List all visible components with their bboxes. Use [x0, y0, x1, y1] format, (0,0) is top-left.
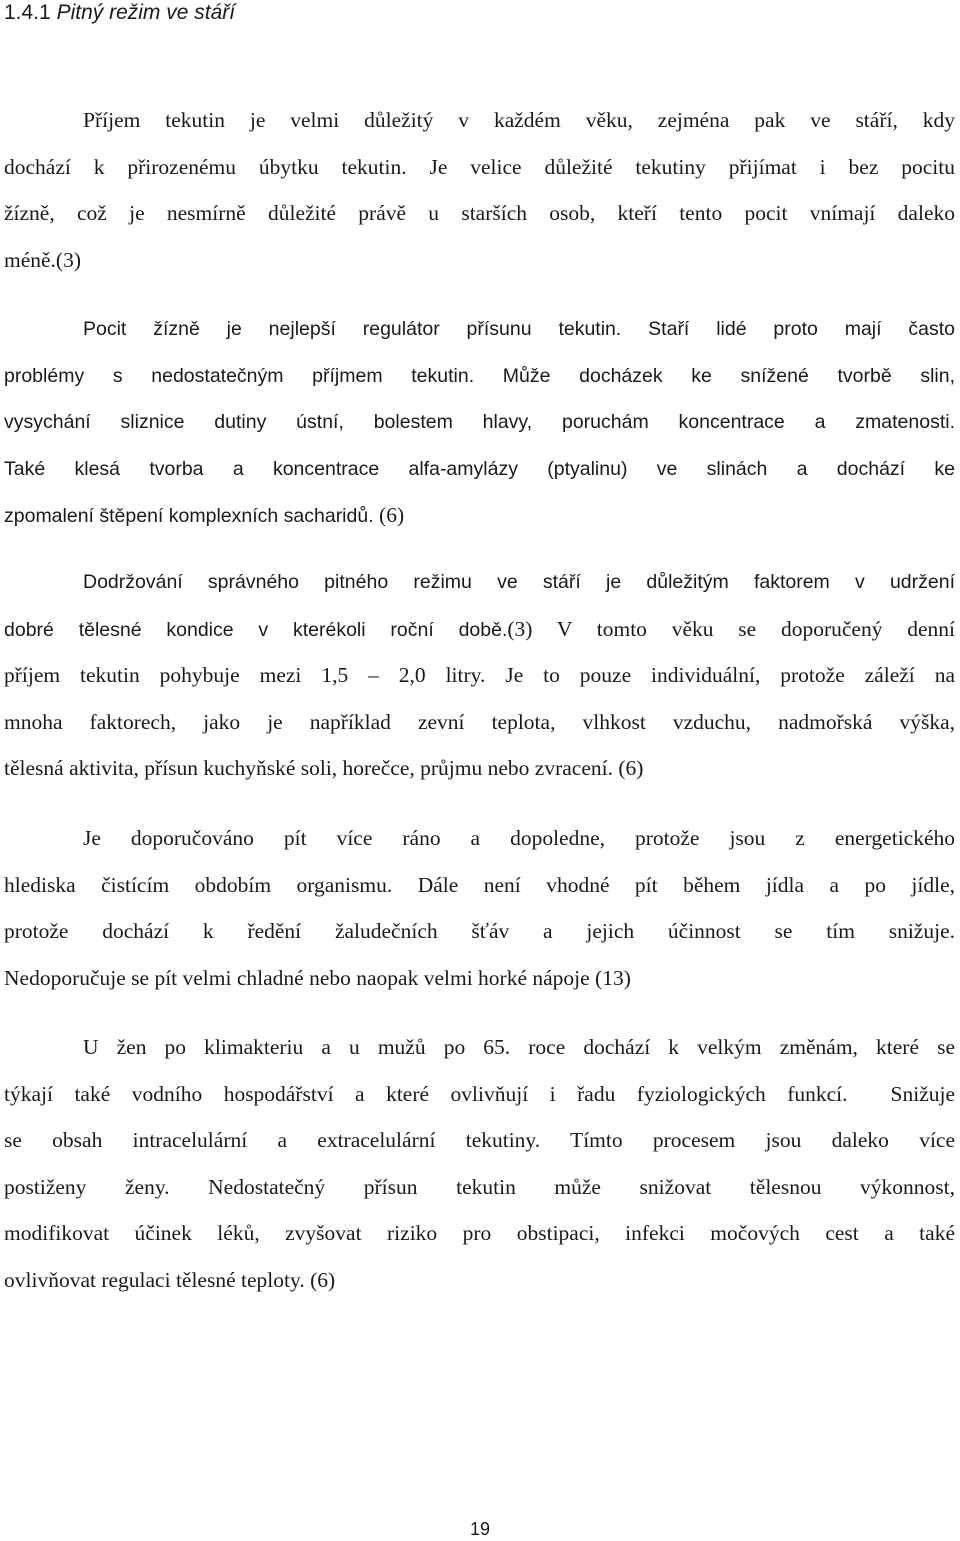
- text-line: Nedoporučuje se pít velmi chladné nebo naopak velmi horké nápoje (13): [4, 965, 631, 990]
- text-line: [4, 1117, 955, 1164]
- text-line: [4, 652, 955, 699]
- text-run: tělesná aktivita, přísun kuchyňské soli, horečce, průjmu nebo zvracení.: [4, 756, 613, 780]
- text-run: Nedostatečný přísun tekutin může snižovat tělesnou výkonnost,: [208, 1174, 956, 1199]
- text-run: (6): [379, 503, 405, 527]
- text-line: dochází k přirozenému úbytku tekutin. Je velice důležité tekutiny přijímat i bez pocitu: [4, 154, 955, 179]
- text-line: méně.(3): [4, 247, 82, 272]
- text-line: [4, 606, 955, 653]
- paragraph-3: [4, 559, 955, 792]
- text-run: (3) V tomto věku se doporučený denní: [507, 616, 955, 641]
- text-run: roce dochází k velkým změnám, které se: [528, 1035, 955, 1059]
- text-run: Snižuje: [890, 1081, 956, 1106]
- text-line: mnoha faktorech, jako je například zevní teplota, vlhkost vzduchu, nadmořská výška,: [4, 709, 955, 734]
- text-run: týkají také vodního hospodářství a které ovlivňují i řadu fyziologických funkcí.: [4, 1081, 848, 1106]
- text-run: Je to pouze individuální, protože záleží na: [505, 663, 955, 687]
- text-run: (6): [310, 1267, 336, 1292]
- section-title: Pitný režim ve stáří: [56, 1, 236, 24]
- section-heading: [4, 0, 235, 28]
- text-line: [4, 353, 955, 400]
- text-run: Dále není vhodné pít během jídla a po jídle,: [417, 872, 955, 897]
- text-line: Příjem tekutin je velmi důležitý v každém věku, zejména pak ve stáří, kdy: [83, 108, 955, 132]
- section-number: 1.4.1: [4, 1, 51, 24]
- text-run: dobré tělesné kondice v kterékoli roční době.: [4, 618, 508, 641]
- text-run: příjem tekutin pohybuje mezi 1,5 – 2,0 litry.: [4, 663, 486, 687]
- text-line: protože dochází k ředění žaludečních šťáv a jejich účinnost se tím snižuje.: [4, 919, 955, 943]
- paragraph-1: [4, 97, 955, 283]
- paragraph-5: [4, 1024, 955, 1303]
- text-run: problémy s nedostatečným příjmem tekutin.: [4, 364, 475, 387]
- text-line: [4, 1071, 955, 1118]
- text-line: Je doporučováno pít více ráno a dopoledne, protože jsou z energetického: [83, 826, 955, 850]
- text-line: [4, 1164, 955, 1211]
- text-line: [4, 862, 955, 909]
- text-run: Může docházek ke snížené tvorbě slin,: [502, 364, 956, 387]
- text-line: modifikovat účinek léků, zvyšovat riziko pro obstipaci, infekci močových cest a také: [4, 1221, 955, 1245]
- text-line: [4, 306, 955, 353]
- text-line: Dodržování správného pitného režimu ve stáří je důležitým faktorem v udržení: [83, 571, 955, 593]
- text-run: U žen po klimakteriu a u mužů po 65.: [83, 1035, 511, 1059]
- text-run: Tímto procesem jsou daleko více: [570, 1128, 956, 1152]
- text-run: postiženy ženy.: [4, 1174, 170, 1199]
- text-line: [4, 1257, 955, 1304]
- text-run: zpomalení štěpení komplexních sacharidů.: [4, 505, 374, 527]
- text-line: [4, 492, 955, 539]
- text-line: vysychání sliznice dutiny ústní, bolestem hlavy, poruchám koncentrace a zmatenosti.: [4, 411, 955, 433]
- text-line: [4, 745, 955, 792]
- text-line: žízně, což je nesmírně důležité právě u starších osob, kteří tento pocit vnímají daleko: [4, 201, 955, 225]
- text-run: hlediska čistícím obdobím organismu.: [4, 872, 393, 897]
- text-run: Pocit žízně je nejlepší regulátor přísunu tekutin.: [83, 318, 622, 340]
- text-run: ovlivňovat regulaci tělesné teploty.: [4, 1267, 305, 1292]
- text-run: (6): [618, 756, 644, 780]
- paragraph-4: [4, 815, 955, 1001]
- text-line: Také klesá tvorba a koncentrace alfa-amylázy (ptyalinu) ve slinách a dochází ke: [4, 457, 955, 480]
- text-line: [4, 1024, 955, 1071]
- paragraph-2: [4, 306, 955, 539]
- text-run: se obsah intracelulární a extracelulární tekutiny.: [4, 1128, 541, 1152]
- page-number: 19: [469, 1519, 491, 1539]
- text-run: Staří lidé proto mají často: [648, 318, 955, 340]
